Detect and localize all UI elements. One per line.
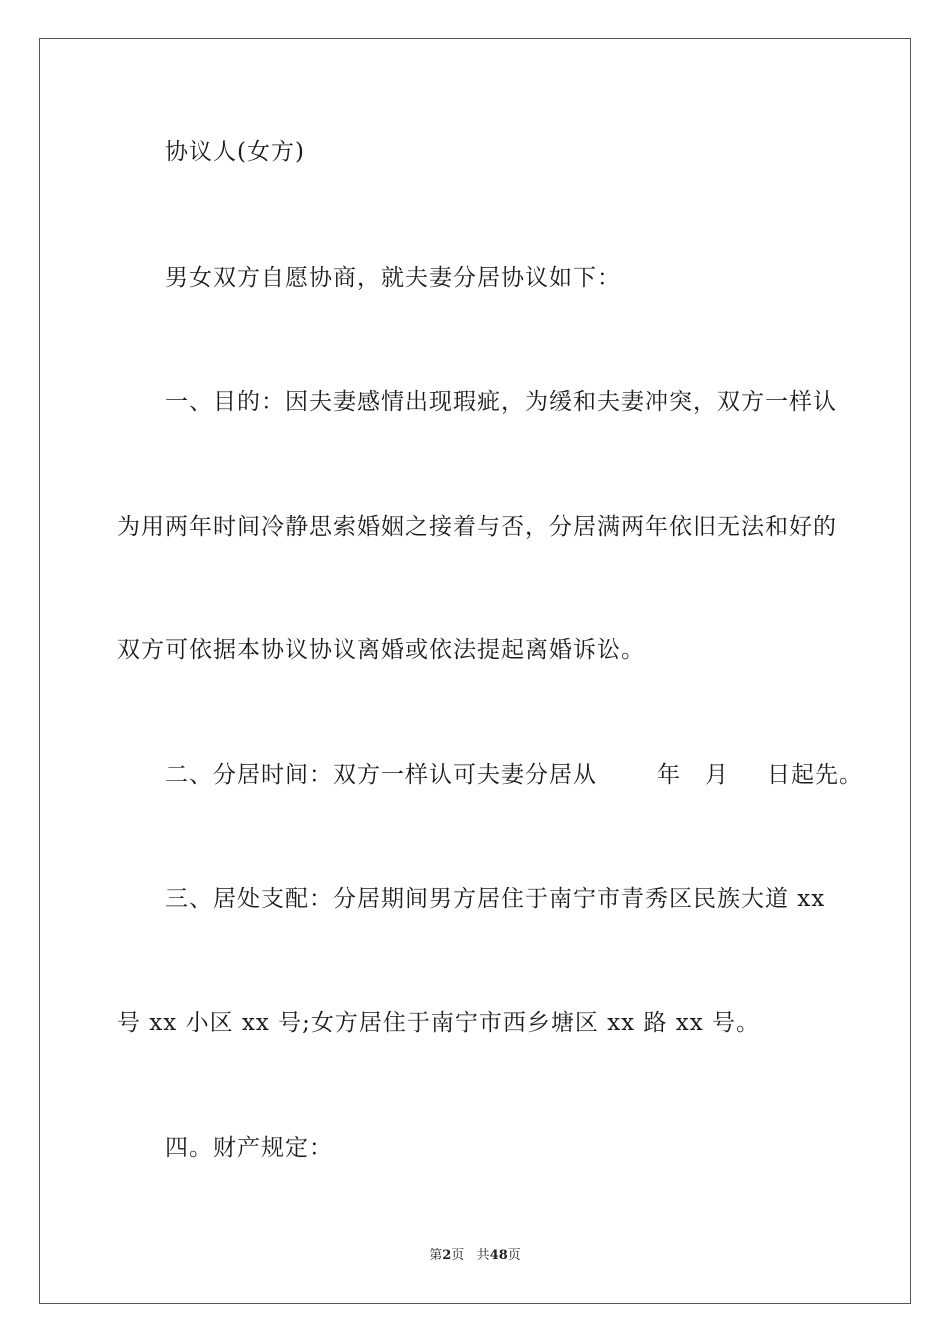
purpose-paragraph-line-3: 双方可依据本协议协议离婚或依法提起离婚诉讼。 — [117, 637, 645, 663]
residence-paragraph-line-1: 三、居处支配：分居期间男方居住于南宁市青秀区民族大道 xx — [165, 886, 826, 912]
separation-day-suffix: 日起先。 — [767, 762, 863, 788]
footer-total-unit: 页 — [507, 1248, 521, 1263]
purpose-paragraph-line-1: 一、目的：因夫妻感情出现瑕疵，为缓和夫妻冲突，双方一样认 — [165, 389, 837, 415]
property-heading: 四。财产规定： — [165, 1135, 333, 1161]
page-footer — [0, 1247, 950, 1265]
separation-time-paragraph — [165, 760, 863, 790]
intro-paragraph: 男女双方自愿协商，就夫妻分居协议如下： — [165, 265, 621, 291]
residence-paragraph-line-2: 号 xx 小区 xx 号;女方居住于南宁市西乡塘区 xx 路 xx 号。 — [117, 1010, 761, 1036]
separation-month-label: 月 — [705, 762, 729, 788]
footer-total-prefix: 共 — [476, 1248, 490, 1263]
party-female-line: 协议人(女方) — [165, 139, 305, 165]
footer-page-prefix: 第 — [429, 1248, 443, 1263]
footer-total-pages: 48 — [489, 1248, 508, 1263]
footer-page-number: 2 — [442, 1248, 452, 1263]
separation-time-prefix: 二、分居时间：双方一样认可夫妻分居从 — [165, 762, 597, 788]
separation-year-label: 年 — [657, 762, 681, 788]
purpose-paragraph-line-2: 为用两年时间冷静思索婚姻之接着与否，分居满两年依旧无法和好的 — [117, 514, 837, 540]
page-frame — [39, 38, 911, 1304]
footer-page-unit: 页 — [451, 1248, 465, 1263]
